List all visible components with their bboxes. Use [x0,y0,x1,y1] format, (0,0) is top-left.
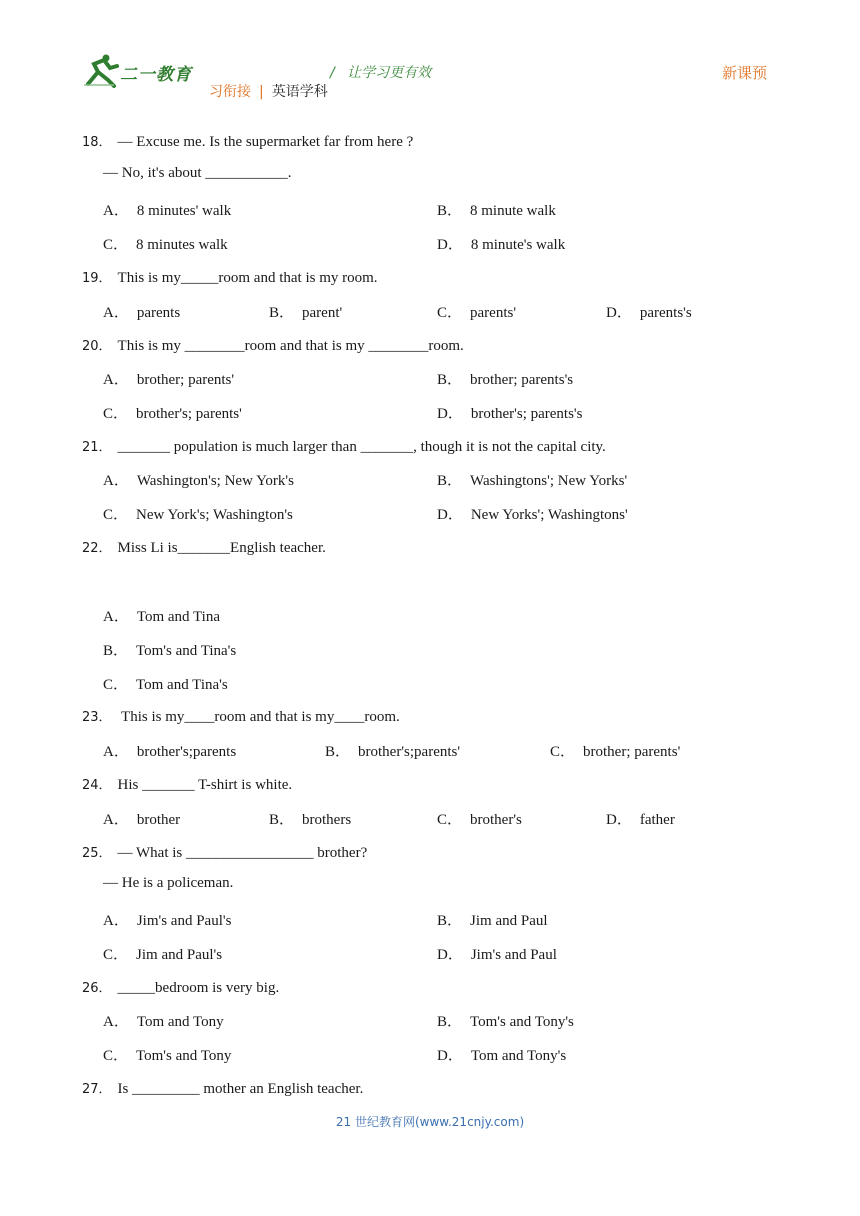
option-text: parent' [302,305,343,321]
option-text: brother; parents' [136,372,235,388]
question-text: Miss Li is_______English teacher. [117,540,326,556]
option-d [606,301,692,322]
option-b [325,740,460,761]
logo-text: 二一教育 [120,65,192,85]
option-a [103,909,231,930]
option-letter: C． [103,507,129,523]
question-text: — Excuse me. Is the supermarket far from here ? [117,134,414,150]
slogan-slash: / [330,65,335,81]
option-letter: B． [437,913,463,929]
option-text: 8 minutes' walk [136,203,232,219]
option-letter: D． [437,1048,463,1064]
option-c [437,808,522,829]
question-number: 18． [82,135,112,150]
option-letter: A． [103,913,129,929]
slogan-text: 让学习更有效 [347,65,432,81]
option-letter: B． [437,372,463,388]
option-c [103,233,228,254]
option-text: Washington's; New York's [136,473,294,489]
logo [84,54,194,90]
header-subtitle [209,81,328,101]
question-text: His _______ T-shirt is white. [117,777,293,793]
option-letter: C． [103,677,129,693]
option-text: New Yorks'; Washingtons' [470,507,628,523]
option-text: brother [136,812,181,828]
option-text: Tom and Tina's [136,677,228,693]
option-letter: C． [550,744,576,760]
option-letter: D． [437,507,463,523]
option-b [103,639,236,660]
option-letter: C． [103,1048,129,1064]
question-text: This is my____room and that is my____room. [117,709,400,725]
question-21 [82,436,606,456]
question-18-response: — No, it's about ___________. [103,165,292,181]
option-letter: D． [606,305,632,321]
runner-logo-icon [84,54,120,88]
option-text: father [639,812,675,828]
option-b [269,808,351,829]
option-b [437,1010,574,1031]
option-text: brother's; parents's [470,406,583,422]
option-c [103,1044,231,1065]
option-letter: B． [437,203,463,219]
option-a [103,808,180,829]
option-letter: C． [103,237,129,253]
option-letter: A． [103,372,129,388]
option-a [103,605,220,626]
option-text: Tom and Tony's [470,1048,567,1064]
option-letter: A． [103,203,129,219]
option-letter: B． [269,305,295,321]
option-b [269,301,342,322]
option-text: brothers [302,812,352,828]
option-text: Tom's and Tony's [470,1014,574,1030]
option-letter: D． [437,237,463,253]
option-letter: B． [437,473,463,489]
question-25-response: — He is a policeman. [103,875,234,891]
question-27 [82,1078,363,1098]
option-c [103,673,228,694]
option-c [103,503,293,524]
option-letter: B． [437,1014,463,1030]
option-text: Tom's and Tina's [136,643,237,659]
option-c [103,943,222,964]
option-a [103,301,180,322]
option-d [437,503,628,524]
option-letter: A． [103,609,129,625]
option-d [437,402,582,423]
header-subject: 英语学科 [271,84,328,100]
option-letter: A． [103,473,129,489]
question-text: This is my ________room and that is my ________room. [117,338,464,354]
question-26 [82,977,279,997]
question-23 [82,706,400,726]
option-text: parents [136,305,181,321]
option-letter: C． [437,812,463,828]
option-text: brother's; parents' [136,406,242,422]
question-19 [82,267,378,287]
question-number: 26． [82,981,112,996]
question-text: _____bedroom is very big. [117,980,280,996]
question-text: Is _________ mother an English teacher. [117,1081,364,1097]
option-text: brother; parents' [583,744,681,760]
option-text: Jim and Paul [470,913,548,929]
option-letter: A． [103,305,129,321]
option-b [437,368,573,389]
question-20 [82,335,464,355]
question-number: 23． [82,710,112,725]
option-text: Tom and Tina [136,609,220,625]
option-a [103,199,231,220]
option-letter: A． [103,812,129,828]
option-a [103,368,234,389]
question-text: — What is _________________ brother? [117,845,368,861]
option-letter: D． [437,947,463,963]
option-text: Jim's and Paul [470,947,557,963]
option-letter: B． [269,812,295,828]
option-text: 8 minute walk [470,203,556,219]
option-c [103,402,242,423]
option-text: Jim and Paul's [136,947,223,963]
question-text: This is my_____room and that is my room. [117,270,378,286]
header-right-title: 新课预 [721,64,767,82]
option-letter: B． [103,643,129,659]
page-footer: 21 世纪教育网(www.21cnjy.com) [335,1115,525,1129]
question-number: 27． [82,1082,112,1097]
page-header [0,0,860,110]
option-c [550,740,680,761]
question-24 [82,774,292,794]
option-text: parents's [639,305,692,321]
question-number: 24． [82,778,112,793]
question-18 [82,131,413,151]
option-b [437,909,548,930]
option-text: brother; parents's [470,372,574,388]
option-b [437,199,556,220]
option-text: New York's; Washington's [136,507,293,523]
option-letter: C． [103,406,129,422]
option-text: parents' [470,305,517,321]
option-d [437,943,557,964]
header-course: 习衔接 [209,84,251,100]
header-separator: | [259,84,264,100]
option-letter: A． [103,744,129,760]
option-text: 8 minutes walk [136,237,228,253]
option-letter: D． [437,406,463,422]
option-text: Tom's and Tony [136,1048,232,1064]
option-text: Washingtons'; New Yorks' [470,473,628,489]
option-letter: C． [437,305,463,321]
option-text: brother's [470,812,522,828]
option-a [103,1010,224,1031]
question-number: 21． [82,440,112,455]
option-d [437,1044,566,1065]
option-letter: D． [606,812,632,828]
question-number: 22． [82,541,112,556]
question-number: 25． [82,846,112,861]
option-text: Tom and Tony [136,1014,224,1030]
question-25 [82,842,367,862]
option-text: Jim's and Paul's [136,913,232,929]
option-text: brother's;parents' [358,744,461,760]
option-text: brother's;parents [136,744,237,760]
option-c [437,301,516,322]
option-text: 8 minute's walk [470,237,566,253]
option-d [437,233,565,254]
slogan [330,62,431,82]
question-22 [82,537,326,557]
question-number: 20． [82,339,112,354]
question-text: _______ population is much larger than _______, though it is not the capital city. [117,439,606,455]
option-d [606,808,675,829]
option-a [103,740,236,761]
option-b [437,469,627,490]
option-letter: B． [325,744,351,760]
option-letter: A． [103,1014,129,1030]
option-a [103,469,294,490]
question-number: 19． [82,271,112,286]
option-letter: C． [103,947,129,963]
